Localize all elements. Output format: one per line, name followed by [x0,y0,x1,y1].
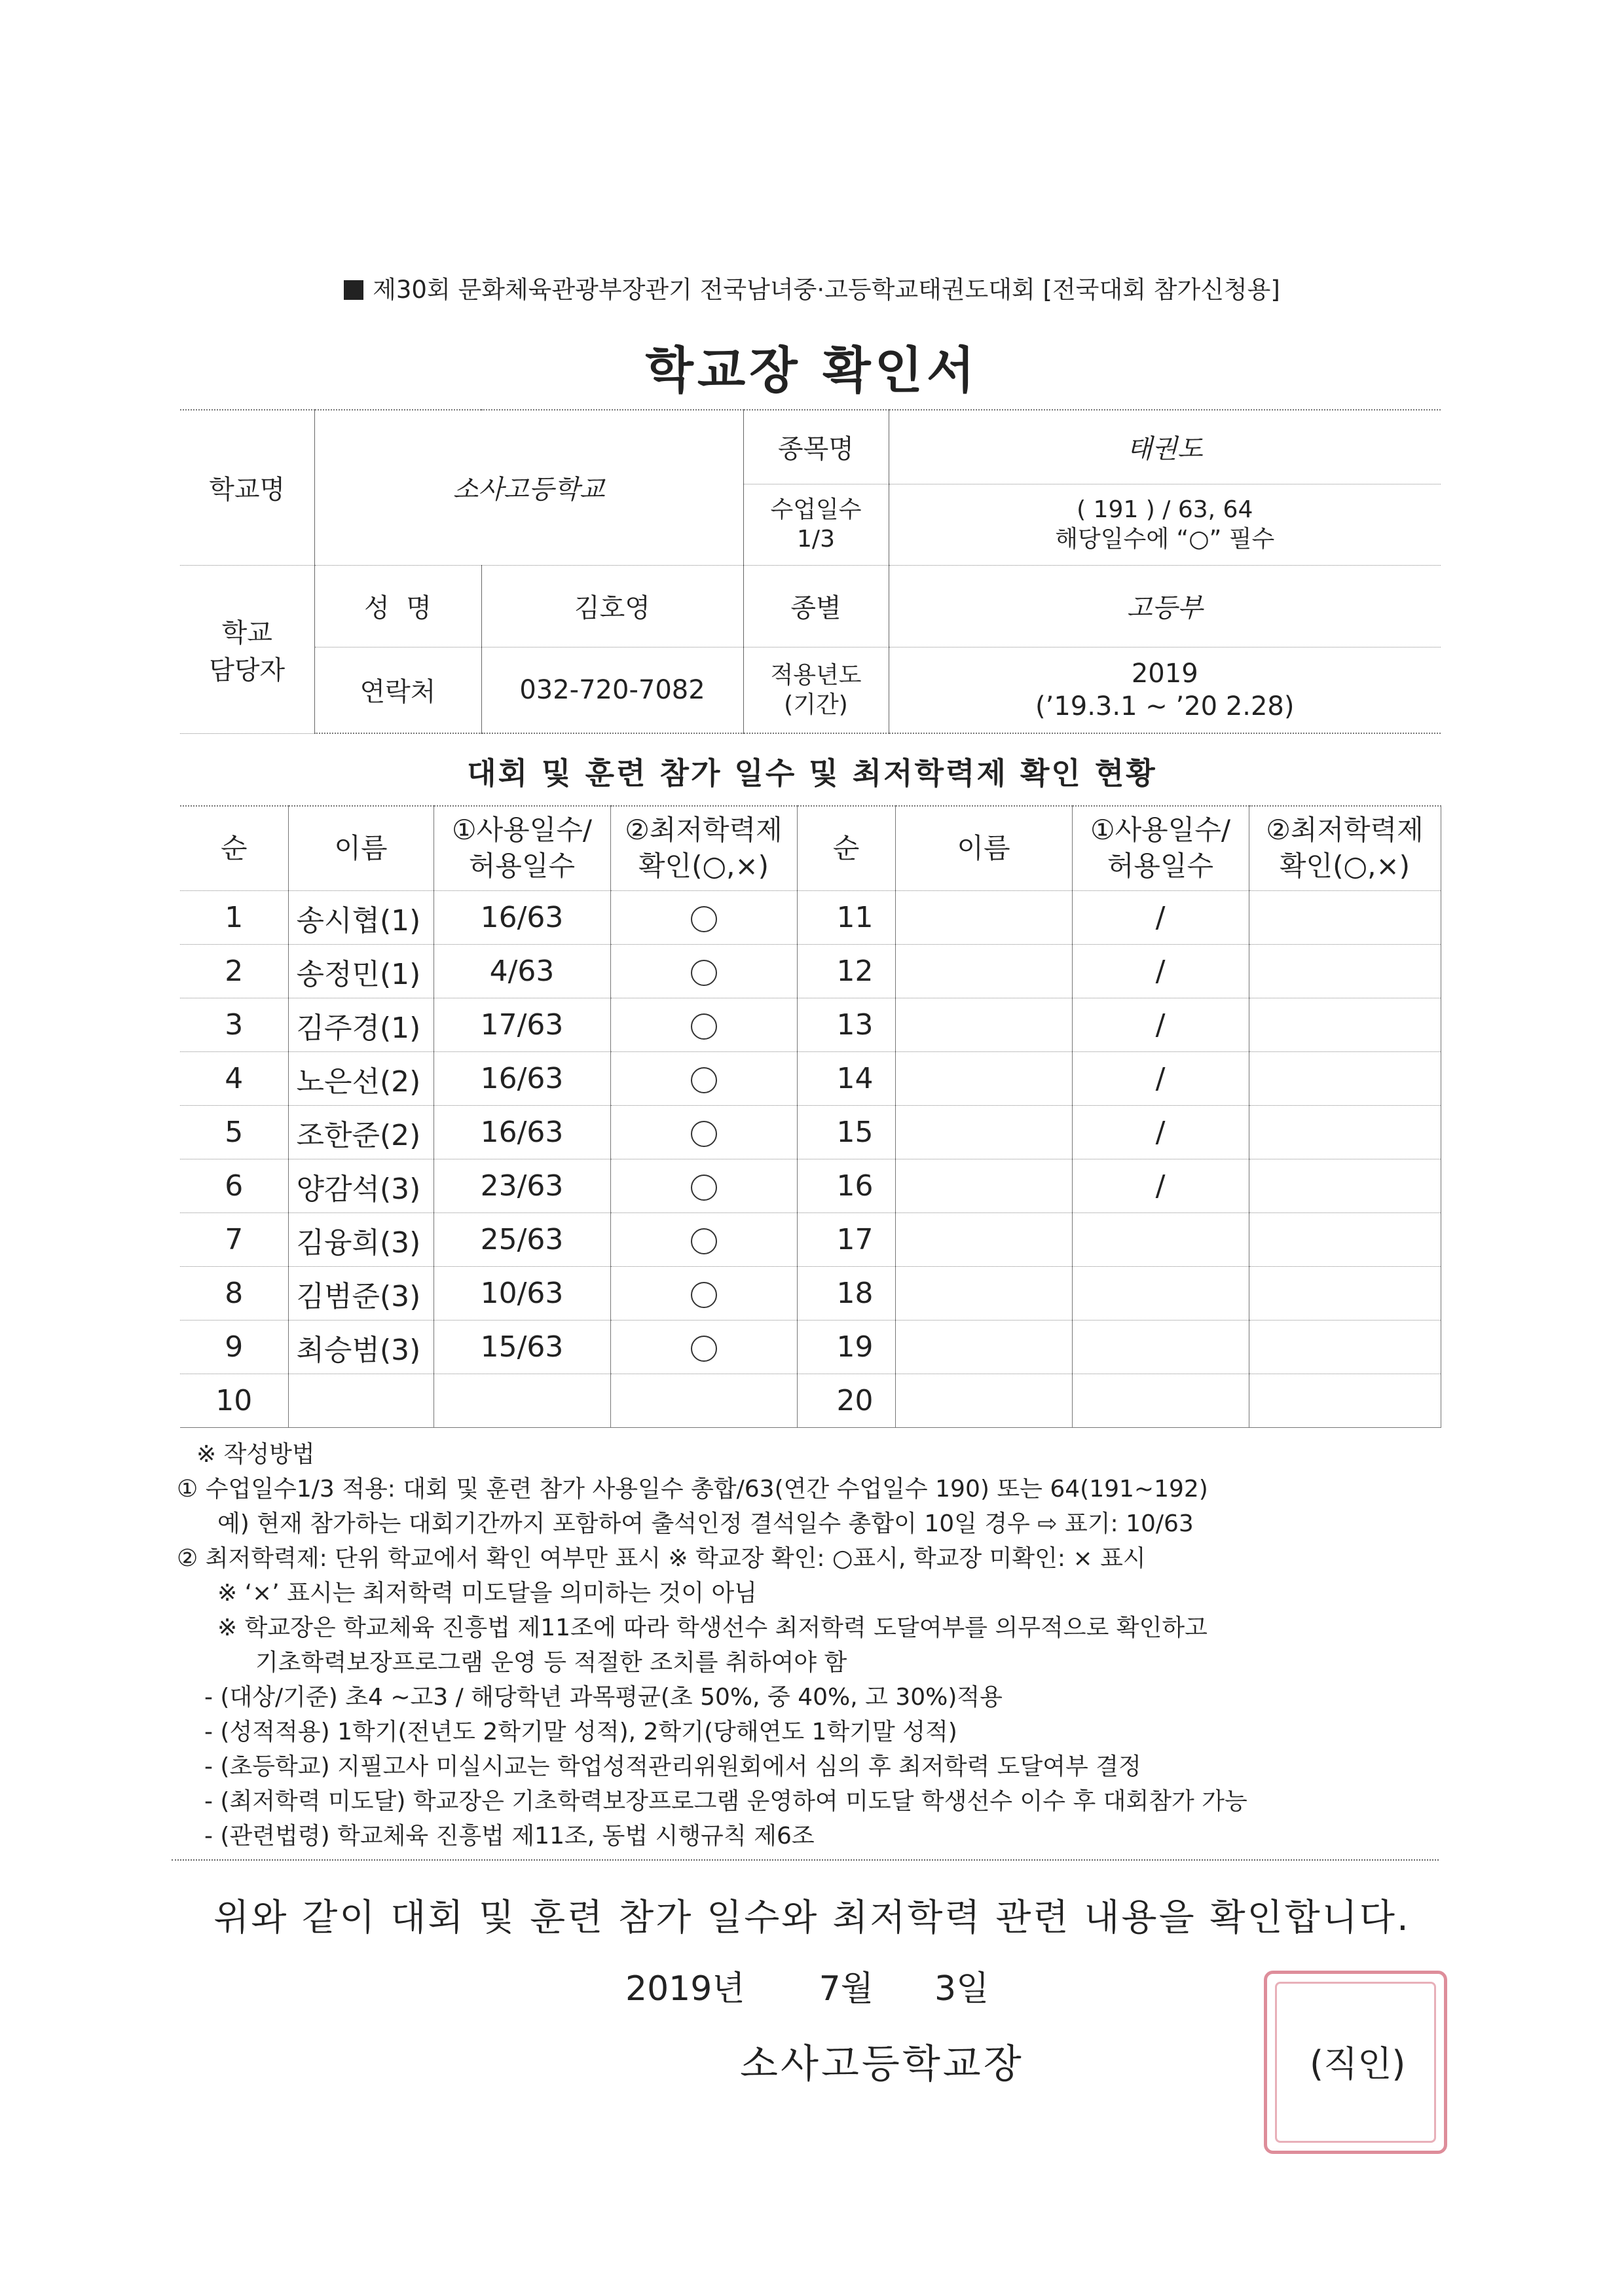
days-used: 16/63 [434,1052,610,1106]
academic-check [1249,1159,1441,1213]
seal-label: (직인) [1310,2043,1406,2085]
row-number: 8 [180,1267,288,1321]
page-title: 학교장 확인서 [645,341,979,399]
student-name [895,1213,1072,1267]
row-number: 4 [180,1052,288,1106]
col-num-header: 순 [180,806,288,891]
row-number: 16 [797,1159,895,1213]
academic-check [1249,1213,1441,1267]
roster-row [180,1267,1441,1321]
year-label [743,647,889,733]
days-used: 23/63 [434,1159,610,1213]
student-name: 송정민(1) [288,945,434,998]
year-value-1: 2019 [1131,658,1198,689]
contest-header-text: 제30회 문화체육관광부장관기 전국남녀중·고등학교태권도대회 [전국대회 참가신청용] [373,276,1280,304]
academic-check [610,1321,797,1374]
days-used [1072,1213,1249,1267]
note-line: 예) 현재 참가하는 대회기간까지 포함하여 출석인정 결석일수 총합이 10일 경우 ⇨ 표기: 10/63 [217,1510,1194,1537]
row-number: 20 [797,1374,895,1428]
academic-check [1249,1267,1441,1321]
row-number: 9 [180,1321,288,1374]
student-name [895,1374,1072,1428]
academic-check [610,998,797,1052]
circle-mark-icon [691,1228,717,1254]
row-number: 11 [797,891,895,945]
year-value-2: (’19.3.1 ~ ’20 2.28) [1035,691,1295,721]
col-days-header-2-2: 허용일수 [1107,850,1214,882]
school-name-label: 학교명 [180,410,314,565]
col-academic-header-2 [1249,806,1441,891]
principal-name: 소사고등학교장 [740,2041,1024,2087]
student-name: 김주경(1) [288,998,434,1052]
days-used: 17/63 [434,998,610,1052]
student-name [895,998,1072,1052]
circle-mark-icon [691,1336,717,1362]
square-bullet-icon [344,280,363,300]
circle-mark-icon [691,1175,717,1201]
days-used: / [1072,998,1249,1052]
circle-mark-icon [691,960,717,986]
col-days-header-2-1: ①사용일수/ [1090,814,1231,847]
academic-check [610,1106,797,1159]
year-label-1: 적용년도 [770,661,862,689]
student-name [895,945,1072,998]
note-line: ※ 학교장은 학교체육 진흥법 제11조에 따라 학생선수 최저학력 도달여부를 의무적으로 확인하고 [217,1614,1208,1641]
days-used [434,1374,610,1428]
school-name-value: 소사고등학교 [314,410,743,565]
academic-check [610,1374,797,1428]
days-used: / [1072,891,1249,945]
row-number: 10 [180,1374,288,1428]
days-used: / [1072,1106,1249,1159]
note-line: - (대상/기준) 초4 ~고3 / 해당학년 과목평균(초 50%, 중 40%, 고 30%)적용 [204,1684,1003,1711]
roster-row [180,945,1441,998]
roster-row [180,1159,1441,1213]
division-value: 고등부 [889,565,1441,647]
row-number: 14 [797,1052,895,1106]
class-days-value [889,484,1441,565]
row-number: 7 [180,1213,288,1267]
col-name-header: 이름 [288,806,434,891]
academic-check [610,1159,797,1213]
academic-check [1249,1052,1441,1106]
circle-mark-icon [691,1282,717,1308]
row-number: 13 [797,998,895,1052]
academic-check [1249,891,1441,945]
class-days-label-2: 1/3 [797,526,835,553]
student-name: 양감석(3) [288,1159,434,1213]
note-line: - (성적적용) 1학기(전년도 2학기말 성적), 2학기(당해연도 1학기말 성적) [204,1719,957,1745]
student-name [895,1159,1072,1213]
col-days-header-2: 허용일수 [468,850,576,882]
student-name: 조한준(2) [288,1106,434,1159]
issue-date [625,1961,989,2010]
row-number: 12 [797,945,895,998]
circle-mark-icon [691,906,717,932]
academic-check [1249,998,1441,1052]
col-num-header-2: 순 [797,806,895,891]
col-academic-header-2-2: 확인(○,×) [1279,850,1411,882]
manager-name-label: 성 명 [314,565,481,647]
col-days-header [434,806,610,891]
confirmation-statement: 위와 같이 대회 및 훈련 참가 일수와 최저학력 관련 내용을 확인합니다. [213,1897,1411,1939]
contact-label: 연락처 [314,647,481,733]
date-month: 7월 [819,1969,874,2009]
note-line: ※ ‘×’ 표시는 최저학력 미도달을 의미하는 것이 아님 [217,1580,758,1607]
manager-name-value: 김호영 [481,565,743,647]
academic-check [610,1052,797,1106]
col-academic-header-2-1: ②최저학력제 [1266,814,1424,847]
days-used: / [1072,1052,1249,1106]
academic-check [610,1267,797,1321]
date-year: 2019년 [625,1969,745,2009]
row-number: 6 [180,1159,288,1213]
days-used: / [1072,945,1249,998]
student-name: 김범준(3) [288,1267,434,1321]
col-academic-header-1: ②최저학력제 [625,814,783,847]
event-label: 종목명 [743,410,889,484]
academic-check [1249,1374,1441,1428]
student-name: 김융희(3) [288,1213,434,1267]
student-name [895,1267,1072,1321]
roster-header-row [180,806,1441,891]
roster-row [180,1052,1441,1106]
days-used: 15/63 [434,1321,610,1374]
class-days-value-2: 해당일수에 “○” 필수 [1055,526,1275,553]
note-line: ① 수업일수1/3 적용: 대회 및 훈련 참가 사용일수 총합/63(연간 수업일수 190) 또는 64(191~192) [177,1476,1208,1503]
contact-value: 032-720-7082 [481,647,743,733]
class-days-label [743,484,889,565]
days-used: / [1072,1159,1249,1213]
roster-row [180,1213,1441,1267]
roster-row [180,1321,1441,1374]
row-number: 17 [797,1213,895,1267]
note-line: - (최저학력 미도달) 학교장은 기초학력보장프로그램 운영하여 미도달 학생선수 이수 후 대회참가 가능 [204,1788,1247,1815]
note-line: ② 최저학력제: 단위 학교에서 확인 여부만 표시 ※ 학교장 확인: ○표시, 학교장 미확인: × 표시 [177,1545,1146,1572]
col-days-header-2 [1072,806,1249,891]
year-label-2: (기간) [784,691,848,718]
student-name [895,1052,1072,1106]
manager-label-1: 학교 [221,617,272,648]
notes-section [177,1437,1460,1853]
student-name: 최승범(3) [288,1321,434,1374]
date-day: 3일 [934,1969,989,2009]
academic-check [1249,1106,1441,1159]
roster-row [180,891,1441,945]
section-title: 대회 및 훈련 참가 일수 및 최저학력제 확인 현황 [467,756,1157,791]
roster-row [180,1374,1441,1428]
academic-check [1249,945,1441,998]
row-number: 18 [797,1267,895,1321]
manager-label-2: 담당자 [209,655,286,685]
note-line: - (관련법령) 학교체육 진흥법 제11조, 동법 시행규칙 제6조 [204,1823,815,1850]
year-value [889,647,1441,733]
row-number: 15 [797,1106,895,1159]
student-name [895,1321,1072,1374]
notes-heading: ※ 작성방법 [196,1441,315,1468]
days-used: 16/63 [434,1106,610,1159]
manager-label [180,565,314,733]
notes-divider [172,1859,1439,1861]
row-number: 3 [180,998,288,1052]
circle-mark-icon [691,1067,717,1093]
col-name-header-2: 이름 [895,806,1072,891]
class-days-value-1: ( 191 ) / 63, 64 [1077,496,1253,523]
student-name [288,1374,434,1428]
academic-check [610,891,797,945]
academic-check [610,1213,797,1267]
row-number: 1 [180,891,288,945]
class-days-label-1: 수업일수 [770,496,862,523]
days-used: 25/63 [434,1213,610,1267]
row-number: 19 [797,1321,895,1374]
student-name [895,891,1072,945]
days-used [1072,1374,1249,1428]
circle-mark-icon [691,1013,717,1040]
roster-row [180,998,1441,1052]
days-used [1072,1321,1249,1374]
roster-row [180,1106,1441,1159]
days-used: 10/63 [434,1267,610,1321]
academic-check [610,945,797,998]
days-used [1072,1267,1249,1321]
col-academic-header-2: 확인(○,×) [638,850,769,882]
note-line: - (초등학교) 지필고사 미실시교는 학업성적관리위원회에서 심의 후 최저학력 도달여부 결정 [204,1753,1141,1780]
row-number: 5 [180,1106,288,1159]
student-name [895,1106,1072,1159]
days-used: 16/63 [434,891,610,945]
student-name: 노은선(2) [288,1052,434,1106]
col-days-header-1: ①사용일수/ [451,814,593,847]
days-used: 4/63 [434,945,610,998]
division-label: 종별 [743,565,889,647]
circle-mark-icon [691,1121,717,1147]
note-line: 기초학력보장프로그램 운영 등 적절한 조치를 취하여야 함 [255,1649,847,1676]
student-name: 송시협(1) [288,891,434,945]
col-academic-header [610,806,797,891]
roster-table [180,805,1441,1428]
contest-header [0,270,1624,305]
academic-check [1249,1321,1441,1374]
row-number: 2 [180,945,288,998]
school-info-table [180,409,1441,734]
event-value: 태권도 [889,410,1441,484]
